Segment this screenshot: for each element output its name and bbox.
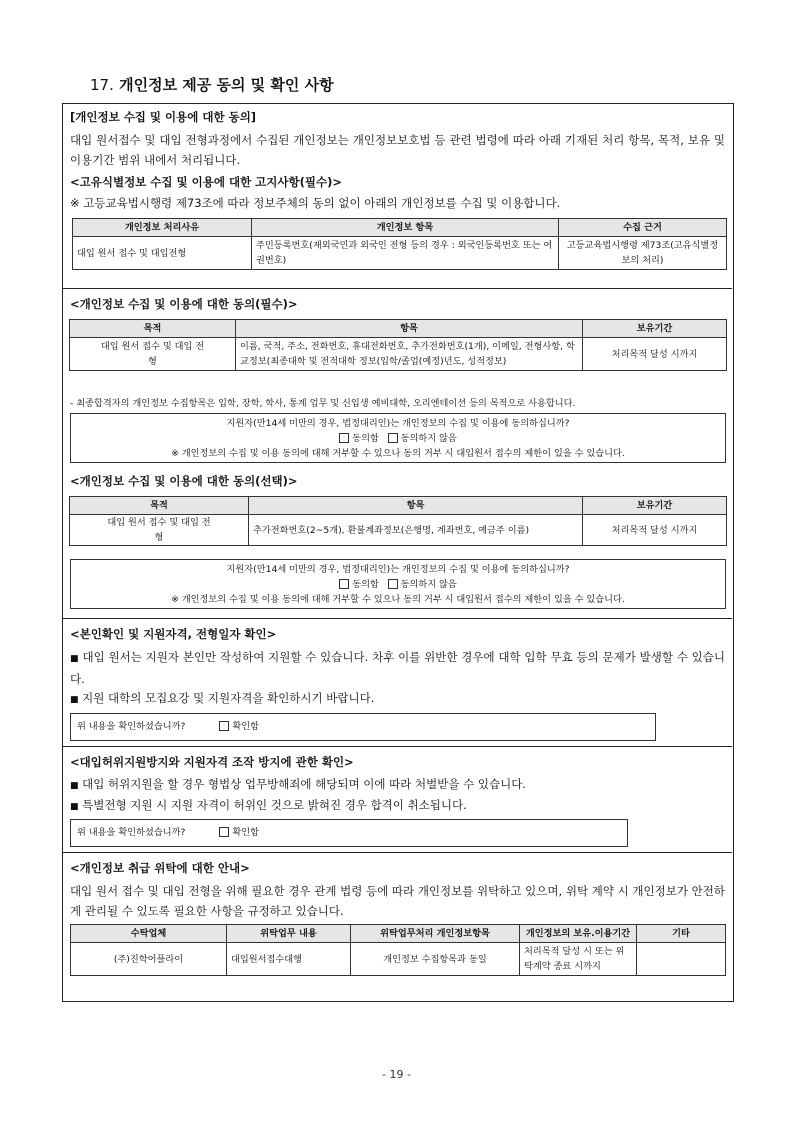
th-opt-items: 항목 xyxy=(249,497,583,515)
td-opt-period: 처리목적 달성 시까지 xyxy=(583,515,727,546)
identity-bullet-2: ■ 지원 대학의 모집요강 및 지원자격을 확인하시기 바랍니다. xyxy=(70,691,375,705)
outsourcing-table xyxy=(70,924,726,976)
opt-agree-checkbox[interactable] xyxy=(339,579,349,589)
confirm-label: 확인함 xyxy=(232,721,259,732)
td-retention: 처리목적 달성 시 또는 위탁계약 종료 시까지 xyxy=(520,943,637,976)
consent-question: 지원자(만14세 미만의 경우, 법정대리인)는 개인정보의 수집 및 이용에 동의하십니까? xyxy=(226,418,570,429)
final-admit-footnote: - 최종합격자의 개인정보 수집항목은 입학, 장학, 학사, 통계 업무 및 신입생 예비대학, 오리엔테이션 등의 목적으로 사용합니다. xyxy=(70,398,576,409)
th-item: 개인정보 항목 xyxy=(252,219,559,237)
td-data-items: 개인정보 수집항목과 동일 xyxy=(351,943,520,976)
section-fraud-prevention xyxy=(63,747,732,853)
td-etc xyxy=(637,943,726,976)
identity-bullet-1: ■ 대입 원서는 지원자 본인만 작성하여 지원할 수 있습니다. 차후 이를 위반한 경우에 대학 입학 무효 등의 문제가 발생할 수 있습니다. xyxy=(70,650,725,686)
th-purpose: 목적 xyxy=(70,320,236,338)
agree-label: 동의함 xyxy=(352,433,379,444)
bullet-icon: ■ xyxy=(70,781,79,791)
heading-unique-id-notice: <고유식별정보 수집 및 이용에 대한 고지사항(필수)> xyxy=(70,175,342,189)
section-required-consent xyxy=(63,289,732,619)
th-retention: 개인정보의 보유.이용기간 xyxy=(520,925,637,943)
required-consent-box xyxy=(70,413,726,463)
fraud-bullet-2: ■ 특별전형 지원 시 지원 자격이 허위인 것으로 밝혀진 경우 합격이 취소됩니다. xyxy=(70,798,467,812)
bullet-icon: ■ xyxy=(70,654,79,664)
fraud-confirm-box xyxy=(70,819,628,847)
th-task: 위탁업무 내용 xyxy=(227,925,351,943)
td-period: 처리목적 달성 시까지 xyxy=(583,338,727,371)
confirm-question: 위 내용을 확인하셨습니까? xyxy=(77,721,186,732)
th-basis: 수집 근거 xyxy=(559,219,727,237)
opt-agree-label: 동의함 xyxy=(352,579,379,590)
identity-confirm-box xyxy=(70,713,656,741)
opt-consent-question: 지원자(만14세 미만의 경우, 법정대리인)는 개인정보의 수집 및 이용에 동의하십니까? xyxy=(226,564,570,575)
td-task: 대입원서접수대행 xyxy=(227,943,351,976)
optional-consent-box xyxy=(70,559,726,609)
unique-id-table xyxy=(72,218,727,270)
th-data-items: 위탁업무처리 개인정보항목 xyxy=(351,925,520,943)
th-opt-period: 보유기간 xyxy=(583,497,727,515)
bullet-icon: ■ xyxy=(70,695,79,705)
outsourcing-paragraph: 대입 원서 접수 및 대입 전형을 위해 필요한 경우 관계 법령 등에 따라 개인정보를 위탁하고 있으며, 위탁 계약 시 개인정보가 안전하게 관리될 수 있도록 필요한 사항을 규정하고 있습니다. xyxy=(70,884,725,918)
opt-consent-warning: ※ 개인정보의 수집 및 이용 동의에 대해 거부할 수 있으나 동의 거부 시 대입원서 접수의 제한이 있을 수 있습니다. xyxy=(171,594,625,605)
td-items: 이름, 국적, 주소, 전화번호, 휴대전화번호, 추가전화번호(1개), 이메일, 전형사항, 학교정보(최종대학 및 전적대학 정보(입학/졸업(예정)년도, 성적정보) xyxy=(236,338,583,371)
td-basis: 고등교육법시행령 제73조(고유식별정보의 처리) xyxy=(559,237,727,270)
td-reason: 대입 원서 접수 및 대입전형 xyxy=(73,237,252,270)
confirm-label: 확인함 xyxy=(232,827,259,838)
opt-disagree-checkbox[interactable] xyxy=(388,579,398,589)
th-items: 항목 xyxy=(236,320,583,338)
heading-fraud-prevention: <대입허위지원방지와 지원자격 조작 방지에 관한 확인> xyxy=(70,755,354,769)
consent-warning: ※ 개인정보의 수집 및 이용 동의에 대해 거부할 수 있으나 동의 거부 시 대입원서 접수의 제한이 있을 수 있습니다. xyxy=(171,448,625,459)
section-title xyxy=(90,74,334,95)
heading-identity-check: <본인확인 및 지원자격, 전형일자 확인> xyxy=(70,627,277,641)
td-opt-items: 추가전화번호(2~5개), 환불계좌정보(은행명, 계좌번호, 예금주 이름) xyxy=(249,515,583,546)
section-identity-check xyxy=(63,619,732,747)
section-number: 17. xyxy=(90,76,114,94)
opt-disagree-label: 동의하지 않음 xyxy=(400,579,457,590)
section-collection-notice xyxy=(63,104,732,289)
opt-consent-options xyxy=(71,577,725,592)
heading-optional-consent: <개인정보 수집 및 이용에 대한 동의(선택)> xyxy=(70,474,298,488)
confirm-checkbox[interactable] xyxy=(219,827,229,837)
heading-outsourcing: <개인정보 취급 위탁에 대한 안내> xyxy=(70,861,250,875)
bullet-icon: ■ xyxy=(70,802,79,812)
heading-required-consent: <개인정보 수집 및 이용에 대한 동의(필수)> xyxy=(70,297,298,311)
th-opt-purpose: 목적 xyxy=(70,497,249,515)
disagree-checkbox[interactable] xyxy=(388,433,398,443)
th-reason: 개인정보 처리사유 xyxy=(73,219,252,237)
required-items-table xyxy=(69,319,727,371)
agree-checkbox[interactable] xyxy=(339,433,349,443)
th-period: 보유기간 xyxy=(583,320,727,338)
consent-options xyxy=(71,431,725,446)
optional-items-table xyxy=(69,496,727,546)
consent-frame xyxy=(62,103,734,1002)
heading-collection-consent: [개인정보 수집 및 이용에 대한 동의] xyxy=(70,110,257,124)
confirm-question: 위 내용을 확인하셨습니까? xyxy=(77,827,186,838)
fraud-bullet-1: ■ 대입 허위지원을 할 경우 형법상 업무방해죄에 해당되며 이에 따라 처벌받을 수 있습니다. xyxy=(70,777,526,791)
td-item: 주민등록번호(재외국민과 외국인 전형 등의 경우 : 외국인등록번호 또는 여권번호) xyxy=(252,237,559,270)
disagree-label: 동의하지 않음 xyxy=(400,433,457,444)
section-outsourcing xyxy=(63,853,732,1000)
th-contractor: 수탁업체 xyxy=(71,925,227,943)
td-opt-purpose: 대입 원서 접수 및 대입 전형 xyxy=(70,515,249,546)
page-number: - 19 - xyxy=(382,1068,411,1081)
th-etc: 기타 xyxy=(637,925,726,943)
collection-paragraph: 대입 원서접수 및 대입 전형과정에서 수집된 개인정보는 개인정보보호법 등 관련 법령에 따라 아래 기재된 처리 항목, 목적, 보유 및 이용기간 범위 내에서 처리됩니다. xyxy=(70,133,725,167)
td-contractor: (주)진학어플라이 xyxy=(71,943,227,976)
unique-id-note: ※ 고등교육법시행령 제73조에 따라 정보주체의 동의 없이 아래의 개인정보를 수집 및 이용합니다. xyxy=(70,196,561,210)
section-title-text: 개인정보 제공 동의 및 확인 사항 xyxy=(119,76,334,94)
confirm-checkbox[interactable] xyxy=(219,721,229,731)
td-purpose: 대입 원서 접수 및 대입 전형 xyxy=(70,338,236,371)
